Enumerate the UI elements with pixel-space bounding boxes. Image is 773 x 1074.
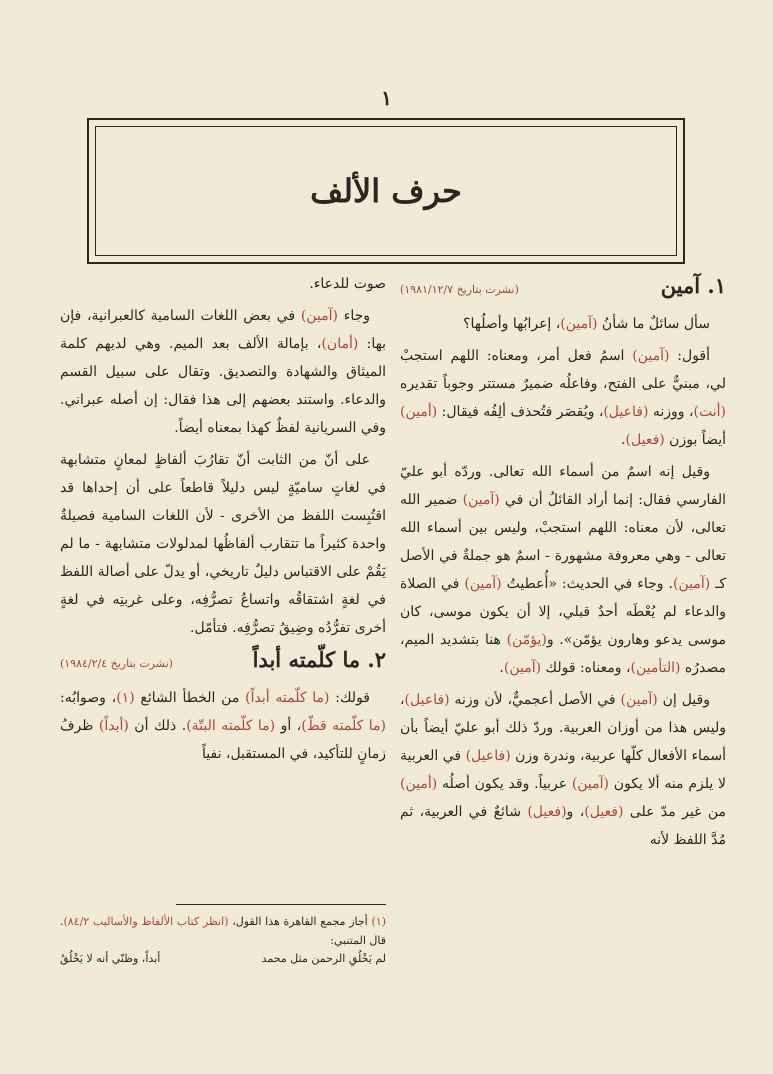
highlighted-term: (١) bbox=[116, 690, 135, 706]
highlighted-term: (آمين) bbox=[673, 576, 711, 592]
poetry-verse bbox=[60, 952, 386, 965]
footnote: (١) أجاز مجمع القاهرة هذا القول، (انظر كتاب الألفاظ والأساليب ٨٤/٢). قال المتنبي: bbox=[60, 915, 386, 947]
paragraph: أقول: (آمين) اسمُ فعل أمر، ومعناه: اللهم استجبْ لي، مبنيٌّ على الفتح، وفاعلُه ضميرٌ مستتر وجوباً تقديره (أنت)، ووزنه (فاعيل)، ويُقصَر فتُحذف ألِفُه فيقال: (أمين) أيضاً بوزن (فعيل). bbox=[400, 348, 726, 448]
highlighted-term: (فعيل) bbox=[625, 432, 665, 448]
left-column bbox=[60, 270, 386, 772]
highlighted-term: (ما كلّمته قطّ) bbox=[301, 718, 386, 734]
entry-header-1 bbox=[400, 272, 726, 304]
highlighted-term: (أمين) bbox=[400, 404, 438, 420]
highlighted-term: (آمين) bbox=[632, 348, 670, 364]
entry-date: (نشرت بتاريخ ١٩٨١/١٢/٧) bbox=[400, 283, 519, 296]
highlighted-term: (آمين) bbox=[464, 576, 502, 592]
highlighted-term: (آمين) bbox=[571, 776, 610, 792]
verse-hemistich-1: لم يَخْلُقِ الرحمن مثل محمد bbox=[261, 952, 386, 965]
highlighted-term: (فعيل) bbox=[584, 804, 624, 820]
verse-hemistich-2: أبداً، وظنّي أنه لا يَخْلُقُ bbox=[60, 952, 161, 965]
highlighted-term: (فاعيل) bbox=[465, 748, 511, 764]
paragraph: سأل سائلٌ ما شأنُ (آمين)، إعرابُها وأصلُها؟ bbox=[463, 316, 710, 332]
highlighted-term: (فاعيل) bbox=[603, 404, 649, 420]
highlighted-term: (فاعيل) bbox=[404, 692, 450, 708]
entry-title: ٢. ما كلّمته أبداً bbox=[252, 647, 386, 672]
page-number: ١ bbox=[381, 86, 392, 110]
paragraph: وقيل إن (آمين) في الأصل أعجميٌّ، لأن وزنه (فاعيل)، وليس هذا من أوزان العربية. وردّ ذلك أبو عليّ أيضاً بأن أسماء الأفعال كلّها عربية، وندرة وزن (فاعيل) في العربية لا يلزم منه ألا يكون (آمين) عربياً. وقد يكون أصلُه (أمين) من غير مدّ على (فعيل)، و(فعيل) شائعٌ في العربية، ثم مُدَّ اللفظ لأنه bbox=[400, 692, 727, 848]
entry-header-2 bbox=[60, 646, 386, 678]
chapter-title: حرف الألف bbox=[310, 172, 462, 210]
highlighted-term: (التأمين) bbox=[630, 660, 681, 676]
highlighted-term: (آمين) bbox=[503, 660, 542, 676]
right-column bbox=[400, 270, 726, 858]
paragraph: على أنّ من الثابت أنّ تقارُبَ ألفاظٍ لمعانٍ متشابهة في لغاتٍ ساميّةٍ ليس دليلاً قاطعاً على أن إحداها قد اقتُبِست اللفظ من الأخرى - لأن اللغات السامية فصيلةٌ واحدة كثيراً ما تتقارب ألفاظُها لمدلولات متشابهة - ما لم يَقُمْ على الاقتباس دليلٌ تاريخي، أو يدلّ على أصالة اللفظ في لغةٍ اشتقاقُه واتساعُ تصرُّفِه، وعلى غربتِه في لغةٍ أخرى تفرُّدُه وضِيقُ تصرُّفِه. فتأمّل. bbox=[60, 452, 386, 636]
highlighted-term: (فعيل) bbox=[527, 804, 567, 820]
highlighted-term: (أنت) bbox=[693, 404, 726, 420]
highlighted-term: (١) bbox=[371, 915, 386, 928]
paragraph: وجاء (آمين) في بعض اللغات السامية كالعبرانية، فإن بها: (أمان)، بإمالة الألف بعد الميم. وهي لديهم كلمة الميثاق والشهادة والتصديق. وتقال على سبيل القسم والدعاء. واستند بعضهم إلى هذا فقال: إن أصله عبراني. وفي السريانية لفظٌ كهذا بمعناه أيضاً. bbox=[60, 308, 386, 436]
highlighted-term: (آمين) bbox=[560, 316, 598, 332]
highlighted-term: (ما كلّمته أبداً) bbox=[245, 690, 330, 706]
chapter-title-frame bbox=[87, 118, 685, 264]
footnote-divider bbox=[176, 904, 386, 905]
highlighted-term: (آمين) bbox=[300, 308, 339, 324]
paragraph: قولك: (ما كلّمته أبداً) من الخطأ الشائع (١)، وصوابُه: (ما كلّمته قطّ)، أو (ما كلّمته البتّة). ذلك أن (أبداً) ظرفُ زمانٍ للتأكيد، في المستقبل، نفياً bbox=[60, 690, 386, 762]
entry-title: ١. آمين bbox=[660, 273, 726, 298]
highlighted-term: (انظر كتاب الألفاظ والأساليب ٨٤/٢) bbox=[63, 915, 229, 928]
highlighted-term: (أمين) bbox=[400, 776, 438, 792]
paragraph: صوت للدعاء. bbox=[309, 276, 386, 292]
paragraph: وقيل إنه اسمٌ من أسماء الله تعالى. وردّه أبو عليّ الفارسي فقال: إنما أراد القائلُ أن في (آمين) ضمير الله تعالى، لأن معناه: اللهم استجبْ، وليس بين أسماء الله تعالى - وهي معروفة مشهورة - اسمٌ هو جملةٌ في الأصل كـ (آمين). وجاء في الحديث: «أُعطيتُ (آمين) في الصلاة والدعاء لم يُعْطَه أحدٌ قبلي، إلا أن يكون موسى، كان موسى يدعو وهارون يؤمّن». و(يؤمّن) هنا بتشديد الميم، مصدرُه (التأمين)، ومعناه: قولك (آمين). bbox=[400, 464, 726, 676]
highlighted-term: (يؤمّن) bbox=[506, 632, 547, 648]
highlighted-term: (آمين) bbox=[620, 692, 658, 708]
highlighted-term: (أبداً) bbox=[98, 718, 129, 734]
highlighted-term: (آمين) bbox=[462, 492, 500, 508]
entry-date: (نشرت بتاريخ ١٩٨٤/٢/٤) bbox=[60, 657, 173, 670]
highlighted-term: (ما كلّمته البتّة) bbox=[186, 718, 276, 734]
highlighted-term: (أمان) bbox=[321, 336, 359, 352]
